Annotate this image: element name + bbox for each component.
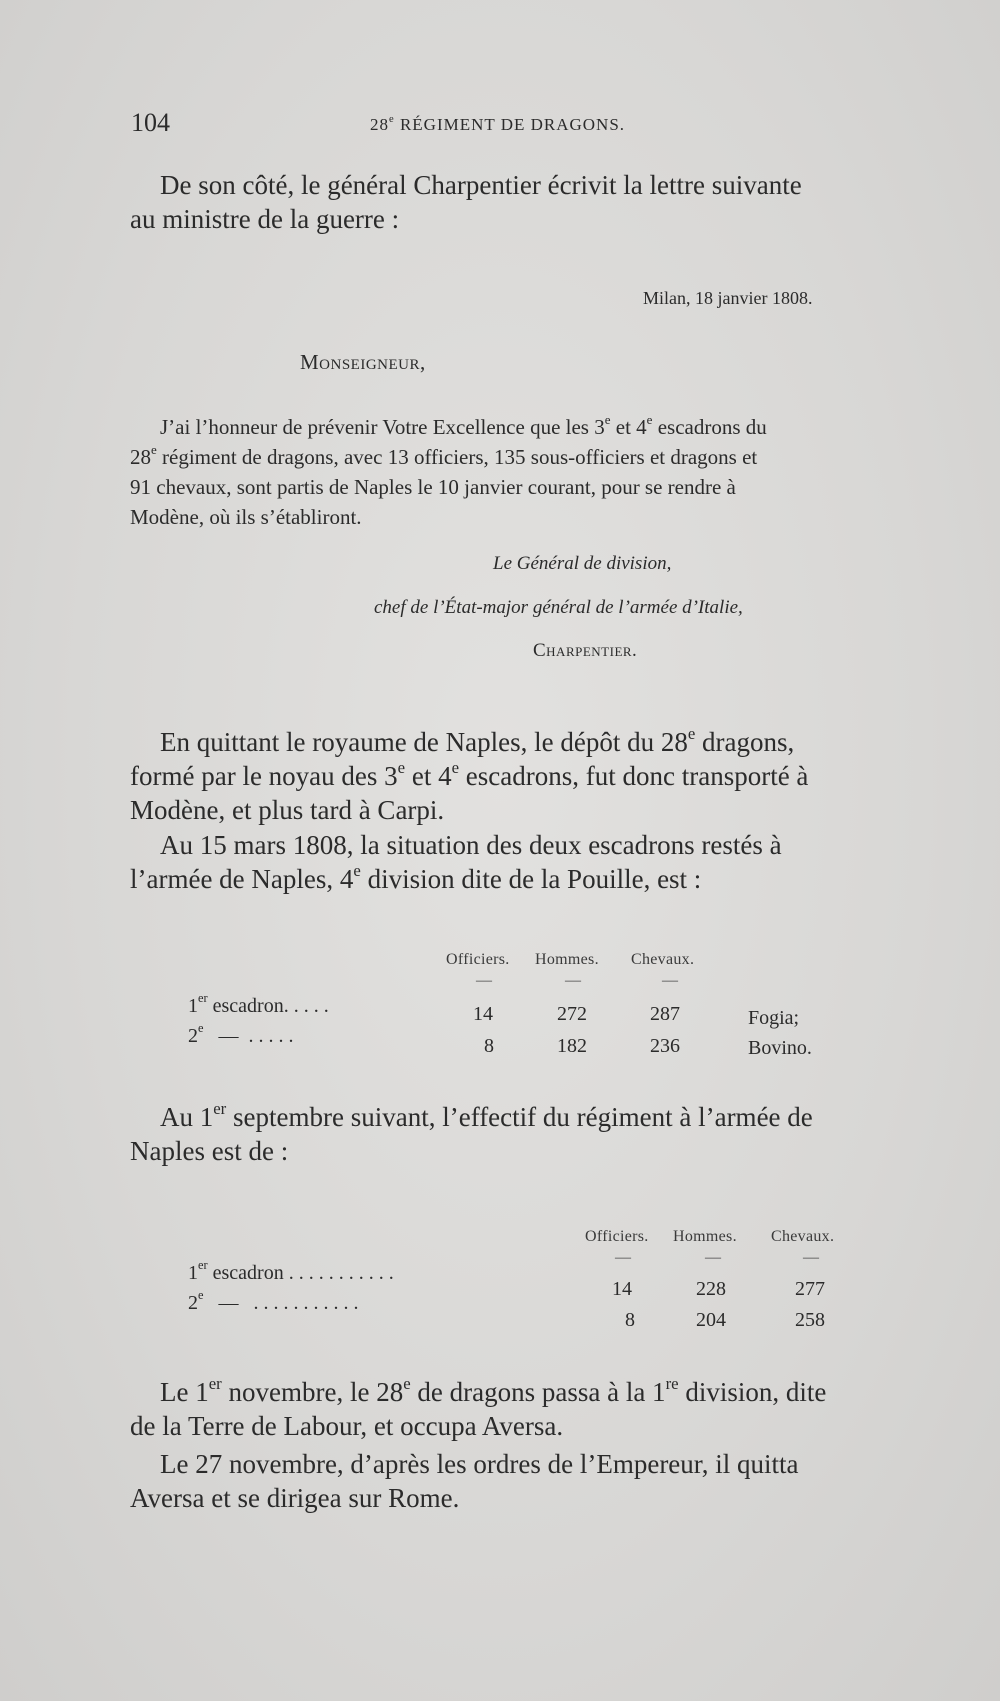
table-1-row-2-chevaux: 236	[650, 1035, 680, 1057]
table-2-row-1-hommes: 228	[696, 1278, 726, 1300]
table-2-row-2-label: 2e — . . . . . . . . . . .	[188, 1288, 359, 1314]
table-1-dash-hommes: —	[565, 972, 581, 989]
table-1-row-1-officiers: 14	[473, 1003, 493, 1025]
paragraph-1-line-1: En quittant le royaume de Naples, le dépôt du 28e dragons,	[160, 723, 795, 757]
paragraph-4-line-1: Le 1er novembre, le 28e de dragons passa à la 1re division, dite	[160, 1373, 827, 1407]
letter-salutation: Monseigneur,	[300, 350, 426, 374]
table-1-row-1-hommes: 272	[557, 1003, 587, 1025]
paragraph-2-line-1: Au 15 mars 1808, la situation des deux escadrons restés à	[160, 830, 782, 860]
table-2-header-hommes: Hommes.	[673, 1228, 737, 1245]
signature-title-2: chef de l’État-major général de l’armée d’Italie,	[374, 597, 743, 618]
paragraph-3-line-2: Naples est de :	[130, 1136, 289, 1166]
table-1-row-2-hommes: 182	[557, 1035, 587, 1057]
paragraph-4	[130, 1375, 895, 1443]
paragraph-5-line-2: Aversa et se dirigea sur Rome.	[130, 1483, 460, 1513]
letter-body	[130, 412, 895, 532]
paragraph-3	[130, 1100, 895, 1168]
table-2-dash-hommes: —	[705, 1249, 721, 1266]
running-title: 28e RÉGIMENT DE DRAGONS.	[370, 113, 626, 134]
paragraph-5	[130, 1447, 895, 1515]
table-1-row-1-chevaux: 287	[650, 1003, 680, 1025]
table-1-row-1-lieu: Fogia;	[748, 1007, 800, 1029]
table-2-row-1-officiers: 14	[612, 1278, 632, 1300]
table-2-row-2-chevaux: 258	[795, 1309, 825, 1331]
paragraph-1-line-3: Modène, et plus tard à Carpi.	[130, 795, 445, 825]
table-2-row-1-chevaux: 277	[795, 1278, 825, 1300]
table-1-row-2-lieu: Bovino.	[748, 1037, 812, 1059]
table-1-header-hommes: Hommes.	[535, 951, 599, 968]
table-2-dash-officiers: —	[615, 1249, 631, 1266]
paragraph-5-line-1: Le 27 novembre, d’après les ordres de l’Empereur, il quitta	[160, 1449, 799, 1479]
paragraph-3-line-1: Au 1er septembre suivant, l’effectif du régiment à l’armée de	[160, 1098, 813, 1132]
table-1-dash-chevaux: —	[662, 972, 678, 989]
table-1-header-officiers: Officiers.	[446, 951, 510, 968]
letter-line-3: 91 chevaux, sont partis de Naples le 10 janvier courant, pour se rendre à	[130, 475, 736, 499]
table-1-header-chevaux: Chevaux.	[631, 951, 695, 968]
table-2-header-chevaux: Chevaux.	[771, 1228, 835, 1245]
signature-title-1: Le Général de division,	[493, 553, 672, 574]
paragraph-2-line-2: l’armée de Naples, 4e division dite de la Pouille, est :	[130, 860, 702, 894]
table-1-row-2-label: 2e — . . . . .	[188, 1021, 294, 1047]
intro-line-2: au ministre de la guerre :	[130, 204, 400, 234]
table-1-row-1-label: 1er escadron. . . . .	[188, 991, 329, 1017]
letter-place-date: Milan, 18 janvier 1808.	[643, 288, 813, 308]
table-1-dash-officiers: —	[476, 972, 492, 989]
table-2-row-1-label: 1er escadron . . . . . . . . . . .	[188, 1258, 394, 1284]
letter-line-2: 28e régiment de dragons, avec 13 officiers, 135 sous-officiers et dragons et	[130, 442, 758, 469]
table-2-dash-chevaux: —	[803, 1249, 819, 1266]
table-2-row-2-officiers: 8	[625, 1309, 635, 1331]
paragraph-4-line-2: de la Terre de Labour, et occupa Aversa.	[130, 1411, 564, 1441]
letter-line-1: J’ai l’honneur de prévenir Votre Excellence que les 3e et 4e escadrons du	[160, 412, 767, 439]
signature-name: Charpentier.	[533, 640, 638, 661]
table-2-header-officiers: Officiers.	[585, 1228, 649, 1245]
table-1-row-2-officiers: 8	[484, 1035, 494, 1057]
paragraph-1-line-2: formé par le noyau des 3e et 4e escadrons, fut donc transporté à	[130, 757, 809, 791]
paragraph-2	[130, 828, 895, 896]
paragraph-1	[130, 725, 895, 827]
table-2-row-2-hommes: 204	[696, 1309, 726, 1331]
letter-line-4: Modène, où ils s’établiront.	[130, 505, 362, 529]
intro-line-1: De son côté, le général Charpentier écrivit la lettre suivante	[160, 170, 802, 200]
intro-paragraph	[130, 168, 895, 236]
page-number: 104	[131, 108, 170, 137]
